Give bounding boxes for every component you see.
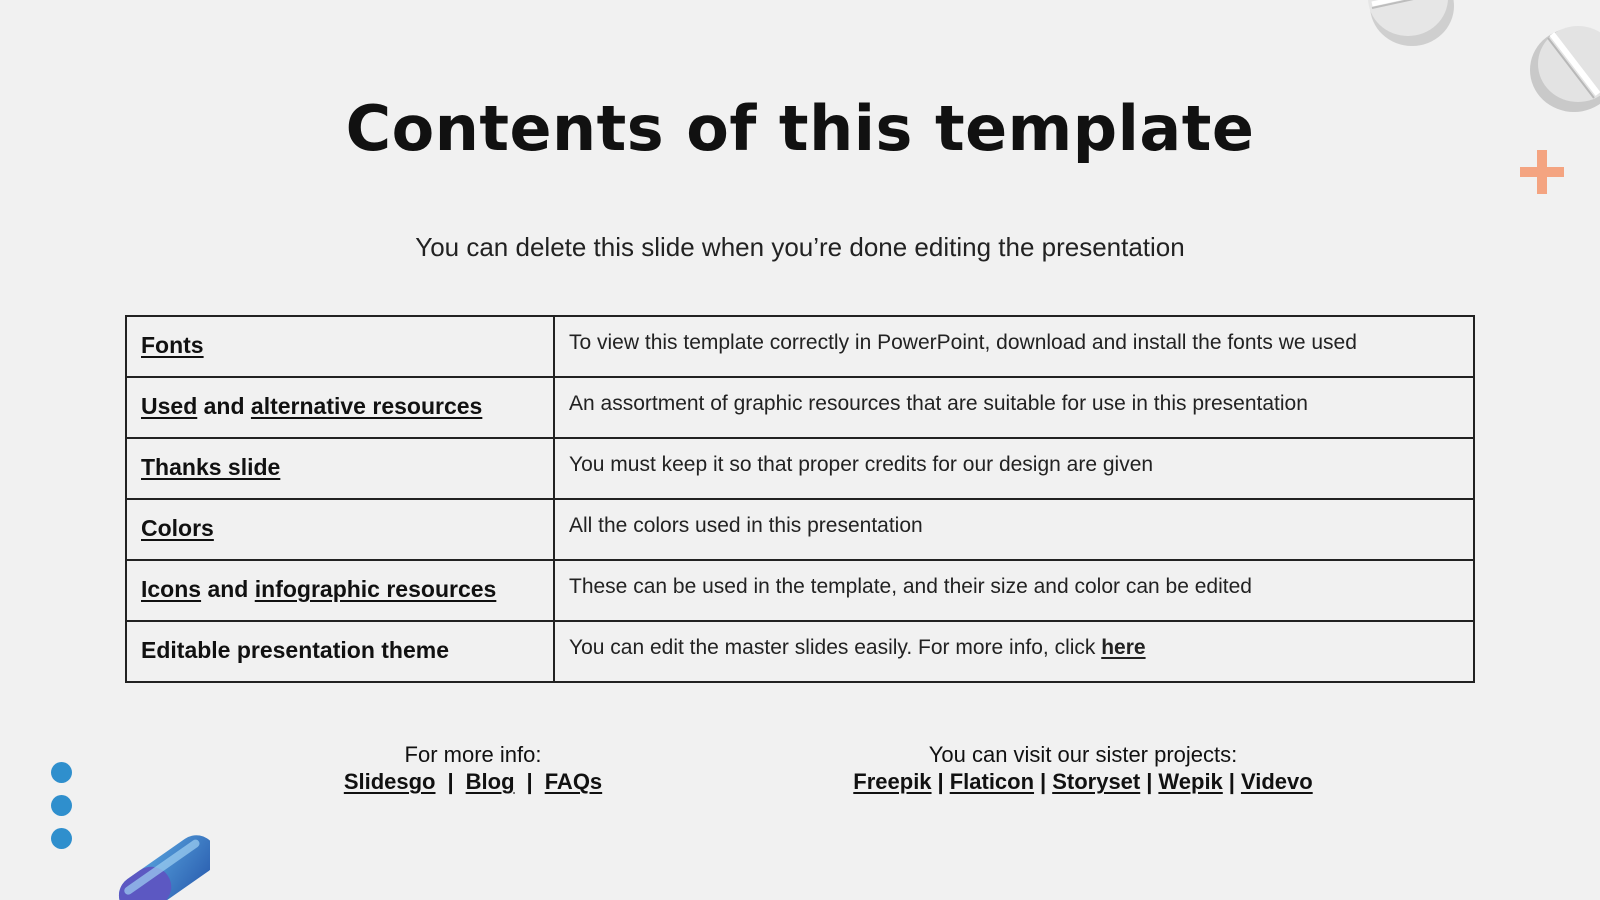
capsule-icon bbox=[100, 835, 210, 900]
cell-text: and bbox=[197, 393, 251, 419]
link-thanks-slide[interactable]: Thanks slide bbox=[141, 454, 281, 480]
sister-link-wepik[interactable]: Wepik bbox=[1158, 769, 1223, 794]
table-cell-topic bbox=[126, 560, 554, 621]
pill-tablet-icon bbox=[1362, 0, 1457, 55]
table-row bbox=[126, 438, 1474, 499]
cell-text: These can be used in the template, and their size and color can be edited bbox=[569, 575, 1252, 598]
table-cell-description bbox=[554, 560, 1474, 621]
sister-link-storyset[interactable]: Storyset bbox=[1052, 769, 1141, 794]
cell-text: To view this template correctly in PowerPoint, download and install the fonts we used bbox=[569, 331, 1357, 354]
table-cell-description bbox=[554, 316, 1474, 377]
link-here[interactable]: here bbox=[1101, 636, 1146, 659]
footer-link-faqs[interactable]: FAQs bbox=[544, 769, 603, 794]
table-row bbox=[126, 560, 1474, 621]
link-used[interactable]: Used bbox=[141, 393, 198, 419]
footer-more-info-label: For more info: bbox=[404, 742, 542, 767]
footer-link-slidesgo[interactable]: Slidesgo bbox=[343, 769, 436, 794]
page-subtitle: You can delete this slide when you’re done editing the presentation bbox=[415, 232, 1185, 262]
table-cell-topic bbox=[126, 316, 554, 377]
table-row bbox=[126, 316, 1474, 377]
table-cell-description bbox=[554, 377, 1474, 438]
cell-text: You can edit the master slides easily. For more info, click bbox=[569, 636, 1102, 659]
cell-text: and bbox=[201, 576, 255, 602]
table-row bbox=[126, 499, 1474, 560]
sister-link-videvo[interactable]: Videvo bbox=[1240, 769, 1313, 794]
footer-sister-projects-links bbox=[833, 768, 1333, 795]
link-infographic-resources[interactable]: infographic resources bbox=[254, 576, 497, 602]
table-cell-topic bbox=[126, 438, 554, 499]
link-separator: | bbox=[937, 769, 944, 794]
cell-text: Editable presentation theme bbox=[141, 637, 450, 663]
link-separator: | bbox=[1040, 769, 1047, 794]
footer-more-info-links bbox=[273, 768, 673, 795]
link-icons[interactable]: Icons bbox=[141, 576, 202, 602]
dot-decoration bbox=[51, 762, 72, 783]
table-cell-topic bbox=[126, 499, 554, 560]
table-cell-description bbox=[554, 621, 1474, 682]
table-cell-topic bbox=[126, 621, 554, 682]
table-row bbox=[126, 621, 1474, 682]
footer-sister-projects bbox=[833, 741, 1333, 795]
table-cell-topic bbox=[126, 377, 554, 438]
link-separator: | bbox=[447, 769, 454, 794]
cell-text: All the colors used in this presentation bbox=[569, 514, 923, 537]
link-separator: | bbox=[526, 769, 533, 794]
dot-decoration bbox=[51, 795, 72, 816]
table-row bbox=[126, 377, 1474, 438]
link-separator: | bbox=[1228, 769, 1235, 794]
link-fonts[interactable]: Fonts bbox=[141, 332, 204, 358]
cell-text: An assortment of graphic resources that are suitable for use in this presentation bbox=[569, 392, 1308, 415]
cell-text: You must keep it so that proper credits for our design are given bbox=[569, 453, 1154, 476]
table-cell-description bbox=[554, 438, 1474, 499]
sister-link-freepik[interactable]: Freepik bbox=[853, 769, 932, 794]
footer-more-info bbox=[273, 741, 673, 795]
link-alternative-resources[interactable]: alternative resources bbox=[250, 393, 483, 419]
link-colors[interactable]: Colors bbox=[141, 515, 214, 541]
footer-link-blog[interactable]: Blog bbox=[465, 769, 515, 794]
link-separator: | bbox=[1146, 769, 1153, 794]
dot-decoration bbox=[51, 828, 72, 849]
table-cell-description bbox=[554, 499, 1474, 560]
page-title: Contents of this template bbox=[345, 92, 1255, 165]
contents-table bbox=[125, 315, 1475, 683]
footer-sister-projects-label: You can visit our sister projects: bbox=[928, 742, 1238, 767]
sister-link-flaticon[interactable]: Flaticon bbox=[949, 769, 1035, 794]
